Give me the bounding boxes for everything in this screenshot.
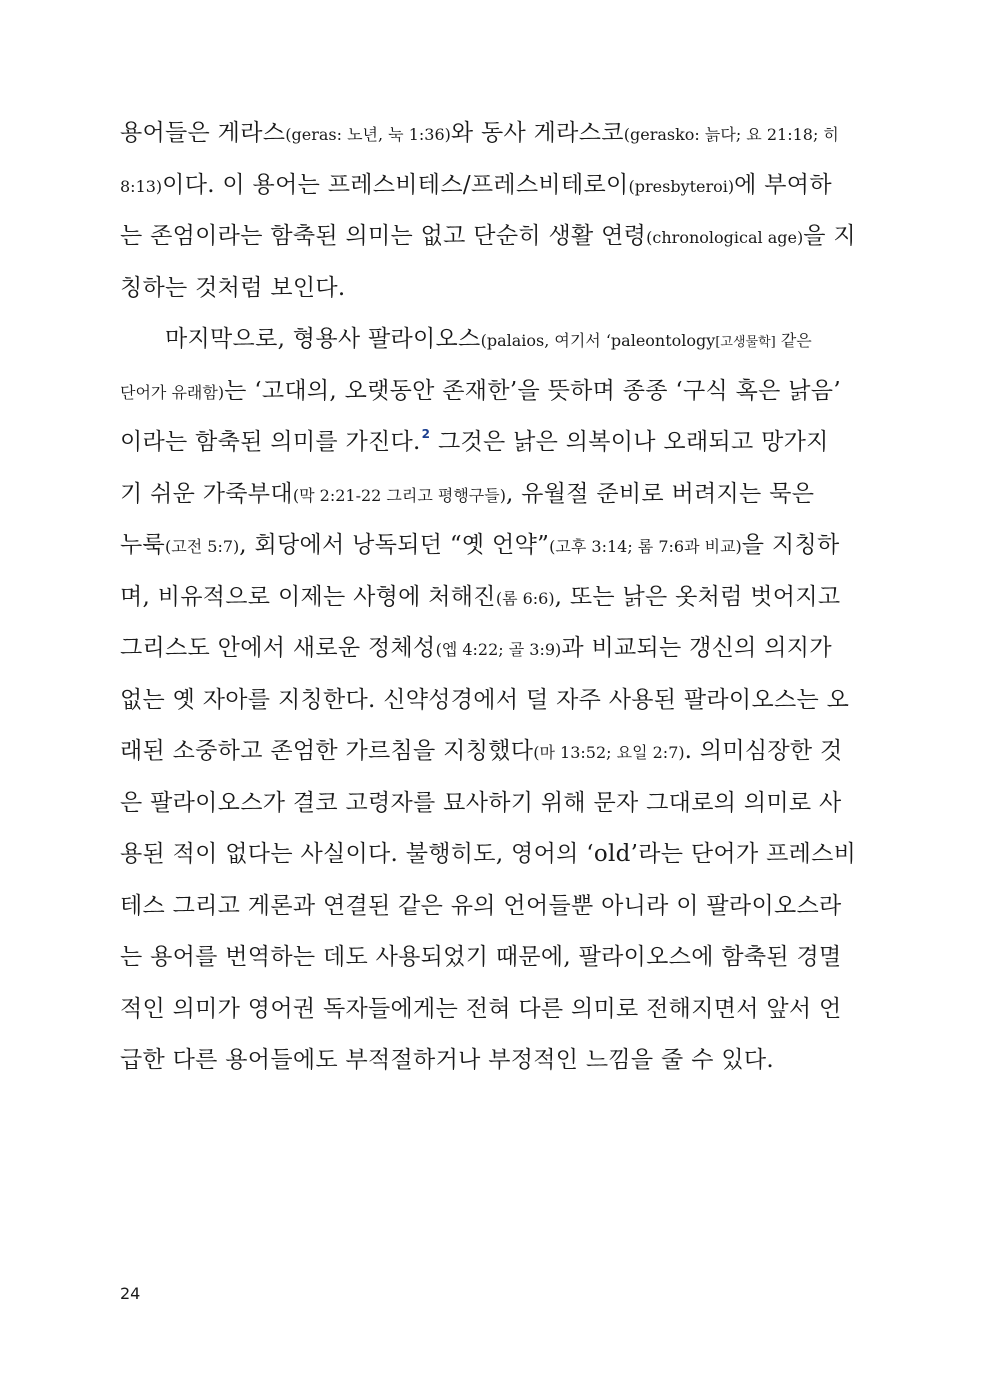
text-segment: 급한 다른 용어들에도 부적절하거나 부정적인 느낌을 줄 수 있다. [120, 1047, 774, 1073]
paragraph-start-line [120, 314, 840, 366]
text-segment: 에 부여하 [734, 171, 832, 198]
text-segment: 며, 비유적으로 이제는 사형에 처해진 [120, 583, 496, 610]
text-segment: 을 지 [803, 223, 856, 249]
text-segment: 없는 옛 자아를 지칭한다. 신약성경에서 덜 자주 사용된 팔라이오스는 오 [120, 686, 850, 713]
text-line [120, 572, 840, 624]
text-segment: 는 존엄이라는 함축된 의미는 없고 단순히 생활 연령 [120, 223, 647, 249]
text-segment: 테스 그리고 게론과 연결된 같은 유의 언어들뿐 아니라 이 팔라이오스라 [120, 892, 842, 919]
reference-note: (geras: 노년, 눅 1:36) [285, 125, 451, 144]
reference-note: 8:13) [120, 176, 163, 196]
reference-note: (막 2:21-22 그리고 평행구들) [292, 485, 506, 505]
text-segment: 용어들은 게라스 [120, 120, 286, 146]
reference-note: (presbyteroi) [628, 176, 735, 196]
text-segment: 이라는 함축된 의미를 가진다. [120, 429, 421, 455]
text-segment: 과 비교되는 갱신의 의지가 [561, 635, 832, 661]
text-line [120, 778, 840, 830]
text-segment: 마지막으로, 형용사 팔라이오스 [165, 326, 481, 352]
reference-note: 단어가 유래함) [120, 382, 225, 402]
reference-note: (gerasko: 늙다; 요 21:18; 히 [623, 125, 839, 144]
text-line [120, 932, 840, 984]
text-segment: , 회당에서 낭독되던 “옛 언약” [239, 532, 550, 558]
text-segment: . 의미심장한 것 [684, 738, 843, 764]
text-segment: 적인 의미가 영어권 독자들에게는 전혀 다른 의미로 전해지면서 앞서 언 [120, 995, 842, 1022]
text-line [120, 263, 840, 315]
text-line [120, 675, 850, 727]
text-line [120, 1035, 840, 1087]
text-segment: 은 팔라이오스가 결코 고령자를 묘사하기 위해 문자 그대로의 의미로 사 [120, 789, 842, 816]
footnote-marker[interactable]: 2 [421, 427, 431, 441]
text-line [120, 520, 840, 572]
reference-note: (고전 5:7) [165, 537, 240, 556]
text-line [120, 881, 840, 933]
text-segment: , 또는 낡은 옷처럼 벗어지고 [554, 583, 841, 610]
text-line [120, 417, 840, 469]
text-line [120, 623, 840, 675]
reference-note: (롬 6:6) [495, 588, 555, 608]
reference-note: (마 13:52; 요일 2:7) [533, 743, 685, 762]
reference-note: (엡 4:22; 골 3:9) [435, 640, 562, 659]
text-segment: 는 용어를 번역하는 데도 사용되었기 때문에, 팔라이오스에 함축된 경멸 [120, 944, 842, 970]
reference-note: [고생물학] [715, 335, 776, 350]
text-segment: 그리스도 안에서 새로운 정체성 [120, 635, 436, 661]
text-segment: 누룩 [120, 532, 166, 558]
text-segment: 을 지칭하 [741, 532, 840, 558]
text-line [120, 366, 840, 418]
reference-note: (palaios, 여기서 ‘paleontology [480, 331, 716, 350]
text-segment: 칭하는 것처럼 보인다. [120, 274, 346, 301]
text-line [120, 726, 843, 778]
text-line [120, 211, 856, 263]
text-segment: 기 쉬운 가죽부대 [120, 480, 293, 507]
text-segment: , 유월절 준비로 버려지는 묵은 [505, 480, 815, 507]
text-segment: 래된 소중하고 존엄한 가르침을 지칭했다 [120, 738, 534, 764]
text-segment: 와 동사 게라스코 [450, 120, 624, 146]
reference-note: (고후 3:14; 롬 7:6과 비교) [549, 537, 742, 556]
text-line [120, 469, 840, 521]
text-segment: 용된 적이 없다는 사실이다. 불행히도, 영어의 ‘old’라는 단어가 프레스비 [120, 841, 857, 867]
text-segment: 는 ‘고대의, 오랫동안 존재한’을 뜻하며 종종 ‘구식 혹은 낡음’ [224, 377, 841, 404]
text-line [120, 829, 857, 881]
page-body [120, 108, 857, 1087]
reference-note: (chronological age) [646, 228, 804, 247]
text-segment: 그것은 낡은 의복이나 오래되고 망가지 [430, 429, 829, 455]
text-line [120, 160, 840, 212]
reference-note: 같은 [775, 331, 812, 350]
text-segment: 이다. 이 용어는 프레스비테스/프레스비테로이 [162, 171, 629, 198]
text-line [120, 108, 840, 160]
page-number: 24 [120, 1284, 141, 1303]
text-line [120, 984, 840, 1036]
